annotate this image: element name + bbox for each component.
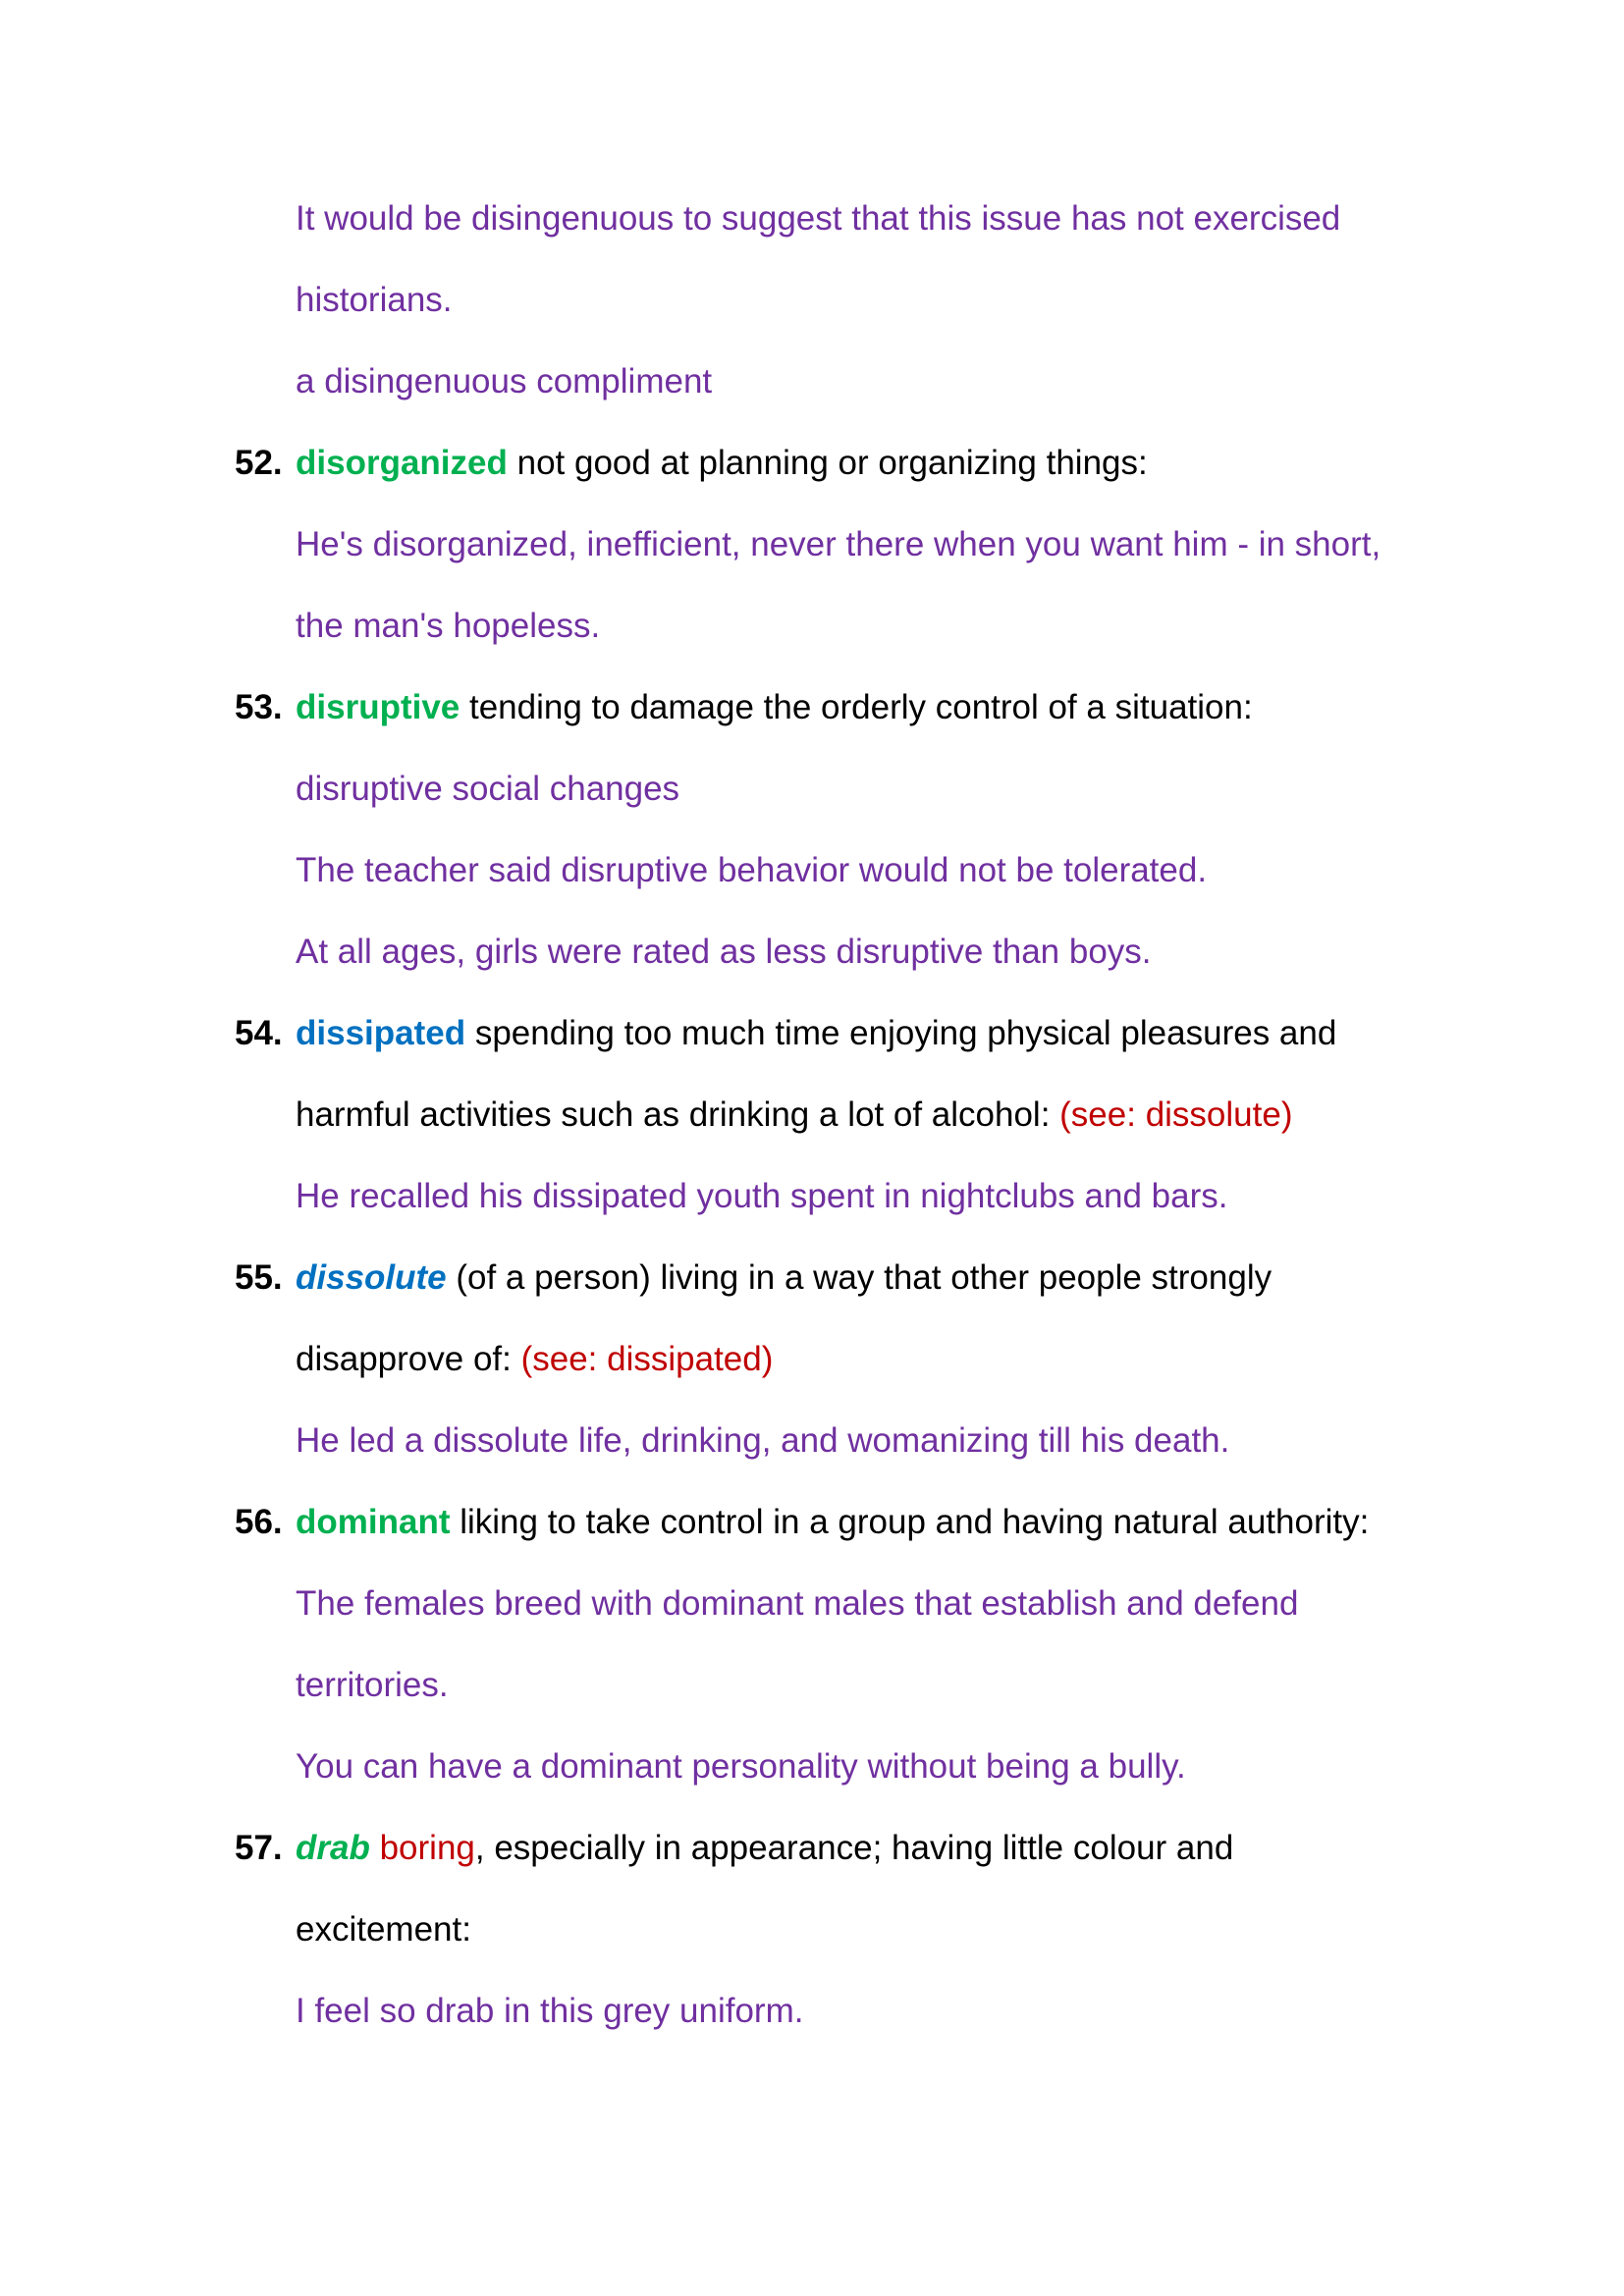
entry-term: dissolute	[296, 1258, 447, 1297]
example-sentence: It would be disingenuous to suggest that this issue has not exercised	[296, 199, 1341, 238]
example-sentence: disruptive social changes	[296, 770, 680, 808]
entry-52	[0, 429, 1624, 510]
example-sentence: He led a dissolute life, drinking, and womanizing till his death.	[296, 1421, 1230, 1460]
entry-number: 53.	[235, 688, 283, 726]
example-sentence: He recalled his dissipated youth spent in nightclubs and bars.	[296, 1177, 1228, 1215]
example-sentence: a disingenuous compliment	[296, 362, 713, 400]
entry-number: 54.	[235, 1014, 283, 1052]
example-sentence: territories.	[296, 1666, 449, 1704]
entry-number: 56.	[235, 1503, 283, 1541]
see-also-reference: (see: dissipated)	[520, 1340, 774, 1378]
entry-number: 52.	[235, 444, 283, 482]
entry-number: 57.	[235, 1829, 283, 1867]
entry-55	[0, 1244, 1624, 1325]
entry-53	[0, 673, 1624, 755]
entry-definition: , especially in appearance; having little colour and	[474, 1829, 1234, 1867]
example-sentence: historians.	[296, 281, 453, 319]
example-sentence: At all ages, girls were rated as less disruptive than boys.	[296, 933, 1152, 971]
entry-term: dominant	[296, 1503, 451, 1541]
entry-synonym: boring	[379, 1829, 475, 1867]
entry-54	[0, 999, 1624, 1081]
entry-definition: harmful activities such as drinking a lot of alcohol:	[296, 1095, 1060, 1134]
example-sentence: the man's hopeless.	[296, 607, 601, 645]
entry-definition: disapprove of:	[296, 1340, 521, 1378]
example-sentence: The teacher said disruptive behavior would not be tolerated.	[296, 851, 1208, 889]
entry-57	[0, 1814, 1624, 1896]
entry-term: disorganized	[296, 444, 508, 482]
example-sentence: You can have a dominant personality without being a bully.	[296, 1747, 1186, 1786]
entry-definition: (of a person) living in a way that other people strongly	[446, 1258, 1272, 1297]
document-page	[0, 185, 1624, 2058]
entry-term: disruptive	[296, 688, 460, 726]
entry-definition: spending too much time enjoying physical pleasures and	[465, 1014, 1337, 1052]
entry-55-continued	[0, 1325, 1624, 1407]
entry-definition: excitement:	[296, 1910, 471, 1949]
example-sentence: I feel so drab in this grey uniform.	[296, 1992, 804, 2030]
entry-definition: liking to take control in a group and having natural authority:	[450, 1503, 1370, 1541]
entry-56	[0, 1488, 1624, 1570]
entry-definition: not good at planning or organizing things:	[507, 444, 1148, 482]
see-also-reference: (see: dissolute)	[1059, 1095, 1293, 1134]
example-sentence: He's disorganized, inefficient, never there when you want him - in short,	[296, 525, 1381, 563]
entry-54-continued	[0, 1081, 1624, 1162]
entry-number: 55.	[235, 1258, 283, 1297]
entry-definition: tending to damage the orderly control of a situation:	[460, 688, 1253, 726]
example-sentence: The females breed with dominant males that establish and defend	[296, 1584, 1299, 1623]
entry-term: drab	[296, 1829, 370, 1867]
entry-term: dissipated	[296, 1014, 466, 1052]
